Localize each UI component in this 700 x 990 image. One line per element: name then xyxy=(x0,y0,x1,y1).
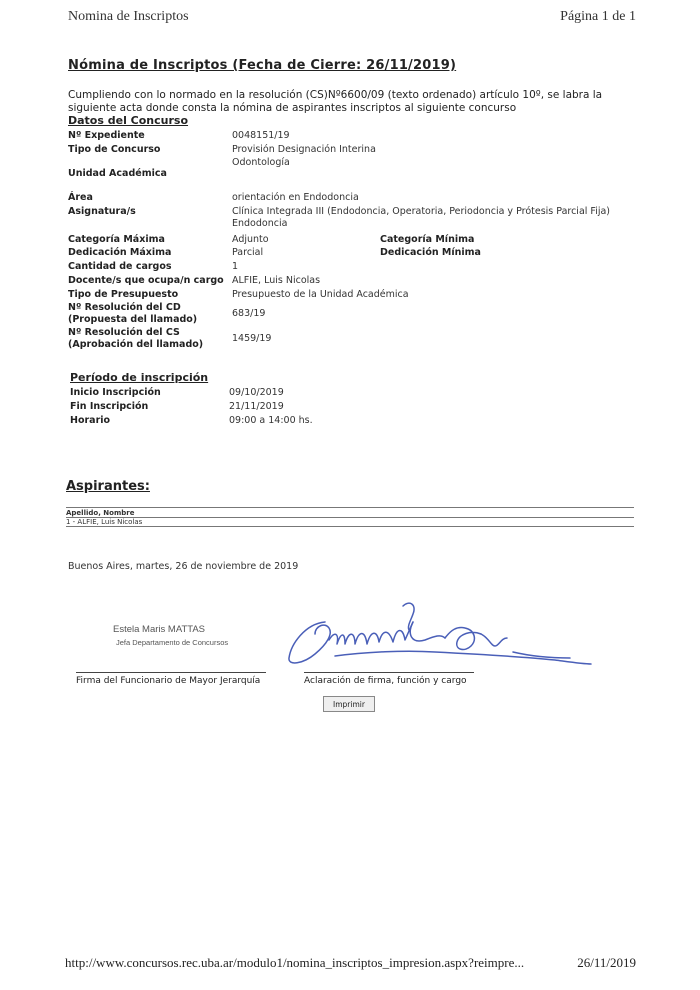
docente-value: ALFIE, Luis Nicolas xyxy=(232,275,321,286)
categoria-maxima-label: Categoría Máxima xyxy=(68,234,165,245)
unidad-academica-value: Odontología xyxy=(232,157,290,168)
docente-label: Docente/s que ocupa/n cargo xyxy=(68,275,224,286)
expediente-value: 0048151/19 xyxy=(232,130,290,141)
res-cs-label: Nº Resolución del CS xyxy=(68,327,180,338)
area-label: Área xyxy=(68,192,93,203)
signature-caption-right: Aclaración de firma, función y cargo xyxy=(304,676,467,686)
cantidad-cargos-label: Cantidad de cargos xyxy=(68,261,172,272)
footer-date: 26/11/2019 xyxy=(577,955,636,970)
aspirantes-header-rule xyxy=(66,517,634,518)
aspirantes-heading: Aspirantes: xyxy=(66,479,150,494)
cantidad-cargos-value: 1 xyxy=(232,261,239,272)
document-title: Nómina de Inscriptos (Fecha de Cierre: 26/11/2019) xyxy=(68,58,457,73)
presupuesto-label: Tipo de Presupuesto xyxy=(68,289,179,300)
dedicacion-maxima-value: Parcial xyxy=(232,247,264,258)
signature-caption-left: Firma del Funcionario de Mayor Jerarquía xyxy=(76,676,261,686)
presupuesto-value: Presupuesto de la Unidad Académica xyxy=(232,289,409,300)
aspirante-row: 1 - ALFIE, Luis Nicolas xyxy=(66,518,143,526)
res-cd-label: Nº Resolución del CD xyxy=(68,302,181,313)
fin-label: Fin Inscripción xyxy=(70,401,149,412)
res-cd-sublabel: (Propuesta del llamado) xyxy=(68,314,198,325)
stamp-name: Estela Maris MATTAS xyxy=(113,624,206,635)
categoria-minima-label: Categoría Mínima xyxy=(380,234,475,245)
asignatura-value-2: Endodoncia xyxy=(232,218,288,229)
tipo-concurso-label: Tipo de Concurso xyxy=(68,144,161,155)
print-button[interactable]: Imprimir xyxy=(323,696,375,712)
asignatura-value: Clínica Integrada III (Endodoncia, Operatoria, Periodoncia y Prótesis Parcial Fija) xyxy=(232,206,611,217)
inicio-label: Inicio Inscripción xyxy=(70,387,161,398)
signature-line-left xyxy=(76,672,266,673)
footer-url: http://www.concursos.rec.uba.ar/modulo1/nomina_inscriptos_impresion.aspx?reimpre... xyxy=(65,955,525,970)
aspirantes-bottom-rule xyxy=(66,526,634,527)
area-value: orientación en Endodoncia xyxy=(232,192,359,203)
aspirantes-top-rule xyxy=(66,507,634,508)
dedicacion-maxima-label: Dedicación Máxima xyxy=(68,247,172,258)
periodo-heading: Período de inscripción xyxy=(70,371,209,384)
fin-value: 21/11/2019 xyxy=(229,401,284,412)
res-cs-value: 1459/19 xyxy=(232,333,272,344)
asignatura-label: Asignatura/s xyxy=(68,206,136,217)
signature-line-right xyxy=(304,672,474,673)
dedicacion-minima-label: Dedicación Mínima xyxy=(380,247,481,258)
intro-paragraph: Cumpliendo con lo normado en la resolución (CS)Nº6600/09 (texto ordenado) artículo 10º, se labra la siguiente acta donde consta la nómina de aspirantes inscriptos al siguiente concurso xyxy=(68,89,603,114)
res-cs-sublabel: (Aprobación del llamado) xyxy=(68,339,204,350)
res-cd-value: 683/19 xyxy=(232,308,266,319)
tipo-concurso-value: Provisión Designación Interina xyxy=(232,144,376,155)
datos-heading: Datos del Concurso xyxy=(68,114,189,127)
stamp-role: Jefa Departamento de Concursos xyxy=(116,638,229,647)
categoria-maxima-value: Adjunto xyxy=(232,234,269,245)
page-number: Página 1 de 1 xyxy=(560,9,636,24)
handwritten-signature xyxy=(285,600,595,672)
aspirantes-column-header: Apellido, Nombre xyxy=(66,509,135,517)
unidad-academica-label: Unidad Académica xyxy=(68,168,167,179)
page-header-left: Nomina de Inscriptos xyxy=(68,9,189,24)
place-date: Buenos Aires, martes, 26 de noviembre de 2019 xyxy=(68,561,299,572)
inicio-value: 09/10/2019 xyxy=(229,387,284,398)
horario-label: Horario xyxy=(70,415,111,426)
horario-value: 09:00 a 14:00 hs. xyxy=(229,415,313,426)
expediente-label: Nº Expediente xyxy=(68,130,145,141)
